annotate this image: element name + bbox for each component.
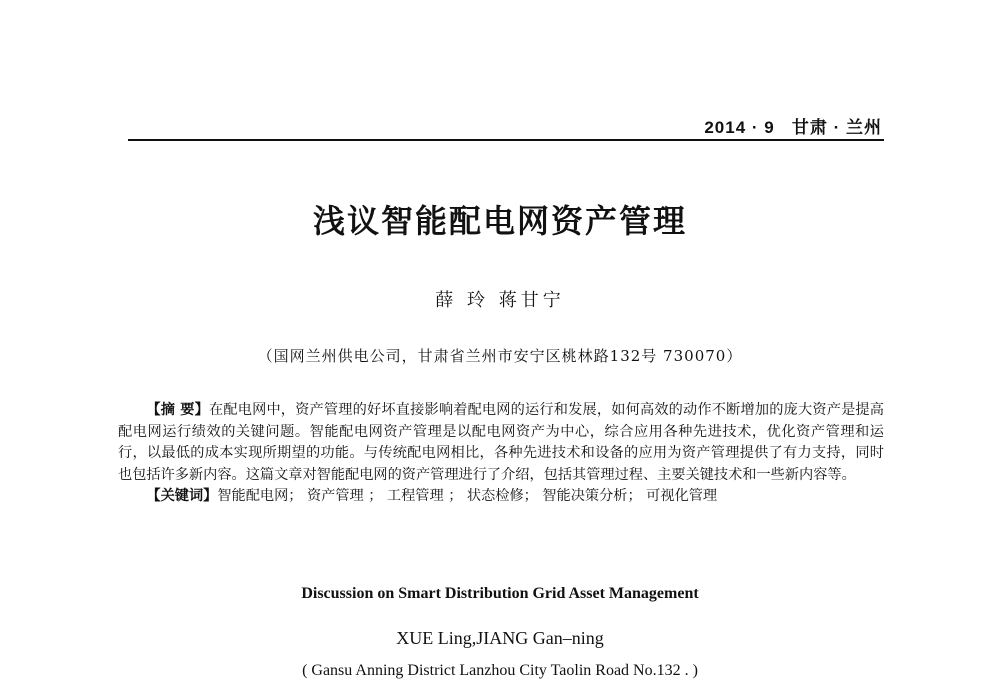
abstract-label: 【摘 要】 — [146, 402, 209, 418]
authors-cn: 薛 玲 蒋甘宁 — [435, 290, 565, 311]
abstract-paragraph — [118, 400, 884, 486]
issue-number: 2014 · 9 — [704, 118, 775, 137]
abstract-block — [118, 400, 884, 508]
authors-en: XUE Ling,JIANG Gan–ning — [396, 628, 604, 648]
journal-issue-header — [704, 113, 882, 138]
abstract-text: 在配电网中，资产管理的好坏直接影响着配电网的运行和发展，如何高效的动作不断增加的庞大资产是提高配电网运行绩效的关键问题。智能配电网资产管理是以配电网资产为中心，综合应用各种先进技术，优化资产管理和运行，以最低的成本实现所期望的功能。与传统配电网相比，各种先进技术和设备的应用为资产管理提供了有力支持，同时也包括许多新内容。这篇文章对智能配电网的资产管理进行了介绍，包括其管理过程、主要关键技术和一些新内容等。 — [118, 402, 884, 483]
keywords-paragraph — [118, 486, 884, 508]
affiliation-cn: （国网兰州供电公司，甘肃省兰州市安宁区桃林路132号 730070） — [257, 347, 743, 365]
keywords-text: 智能配电网； 资产管理 ； 工程管理 ； 状态检修； 智能决策分析； 可视化管理 — [217, 488, 718, 504]
keywords-label: 【关键词】 — [146, 488, 218, 504]
header-divider — [128, 139, 884, 141]
paper-title-cn: 浅议智能配电网资产管理 — [312, 202, 687, 240]
issue-location: 甘肃 · 兰州 — [791, 118, 882, 137]
affiliation-en: ( Gansu Anning District Lanzhou City Taolin Road No.132 . ) — [302, 662, 698, 679]
paper-title-en: Discussion on Smart Distribution Grid Asset Management — [301, 585, 699, 602]
